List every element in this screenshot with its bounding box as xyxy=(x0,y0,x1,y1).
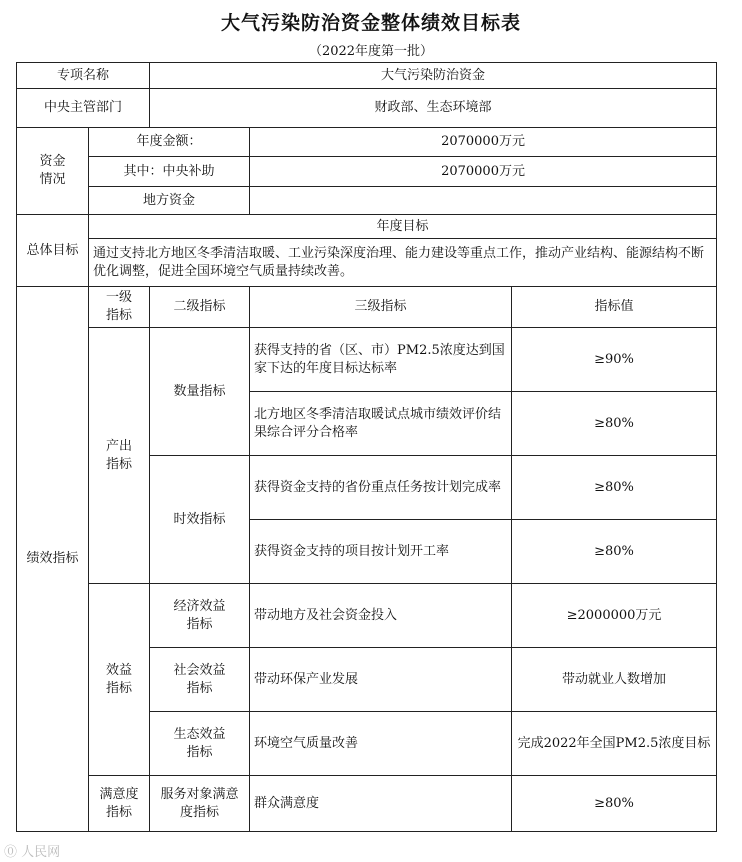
indicator-value: ≥80% xyxy=(512,776,717,832)
project-label: 专项名称 xyxy=(17,63,150,89)
social-benefit-indicator: 社会效益指标 xyxy=(150,648,250,712)
header-l3: 三级指标 xyxy=(250,287,512,328)
indicator-value: 带动就业人数增加 xyxy=(512,648,717,712)
indicator-value: ≥80% xyxy=(512,520,717,584)
perf-label: 绩效指标 xyxy=(17,287,89,832)
l3-indicator: 获得支持的省（区、市）PM2.5浓度达到国家下达的年度目标达标率 xyxy=(250,328,512,392)
annual-goal-text: 通过支持北方地区冬季清洁取暖、工业污染深度治理、能力建设等重点工作，推动产业结构、能源结构不断优化调整，促进全国环境空气质量持续改善。 xyxy=(89,239,717,287)
project-value: 大气污染防治资金 xyxy=(150,63,717,89)
satisfaction-indicator: 满意度指标 xyxy=(89,776,150,832)
output-indicator: 产出指标 xyxy=(89,328,150,584)
local-funds-value xyxy=(250,187,717,215)
annual-amount-label: 年度金额： xyxy=(89,128,250,157)
header-value: 指标值 xyxy=(512,287,717,328)
l3-indicator: 带动地方及社会资金投入 xyxy=(250,584,512,648)
funds-label: 资金情况 xyxy=(17,128,89,215)
central-subsidy-value: 2070000万元 xyxy=(250,157,717,187)
indicator-value: 完成2022年全国PM2.5浓度目标 xyxy=(512,712,717,776)
annual-goal-header: 年度目标 xyxy=(89,215,717,239)
central-subsidy-label: 其中：中央补助 xyxy=(89,157,250,187)
dept-value: 财政部、生态环境部 xyxy=(150,89,717,128)
page-title: 大气污染防治资金整体绩效目标表 xyxy=(220,12,521,34)
overall-goal-label: 总体目标 xyxy=(17,215,89,287)
page-subtitle: （2022年度第一批） xyxy=(308,44,434,59)
indicator-value: ≥80% xyxy=(512,456,717,520)
l3-indicator: 北方地区冬季清洁取暖试点城市绩效评价结果综合评分合格率 xyxy=(250,392,512,456)
indicator-value: ≥2000000万元 xyxy=(512,584,717,648)
header-l1: 一级指标 xyxy=(89,287,150,328)
watermark-icon: ⓪ xyxy=(4,845,22,860)
l3-indicator: 环境空气质量改善 xyxy=(250,712,512,776)
ecology-benefit-indicator: 生态效益指标 xyxy=(150,712,250,776)
benefit-indicator: 效益指标 xyxy=(89,584,150,776)
economic-benefit-indicator: 经济效益指标 xyxy=(150,584,250,648)
service-satisfaction-indicator: 服务对象满意度指标 xyxy=(150,776,250,832)
local-funds-label: 地方资金 xyxy=(89,187,250,215)
watermark: ⓪ 人民网 xyxy=(4,845,61,860)
annual-amount-value: 2070000万元 xyxy=(250,128,717,157)
l3-indicator: 获得资金支持的项目按计划开工率 xyxy=(250,520,512,584)
performance-table xyxy=(16,62,717,832)
l3-indicator: 带动环保产业发展 xyxy=(250,648,512,712)
indicator-value: ≥90% xyxy=(512,328,717,392)
indicator-value: ≥80% xyxy=(512,392,717,456)
timeliness-indicator: 时效指标 xyxy=(150,456,250,584)
header-l2: 二级指标 xyxy=(150,287,250,328)
dept-label: 中央主管部门 xyxy=(17,89,150,128)
l3-indicator: 群众满意度 xyxy=(250,776,512,832)
l3-indicator: 获得资金支持的省份重点任务按计划完成率 xyxy=(250,456,512,520)
quantity-indicator: 数量指标 xyxy=(150,328,250,456)
